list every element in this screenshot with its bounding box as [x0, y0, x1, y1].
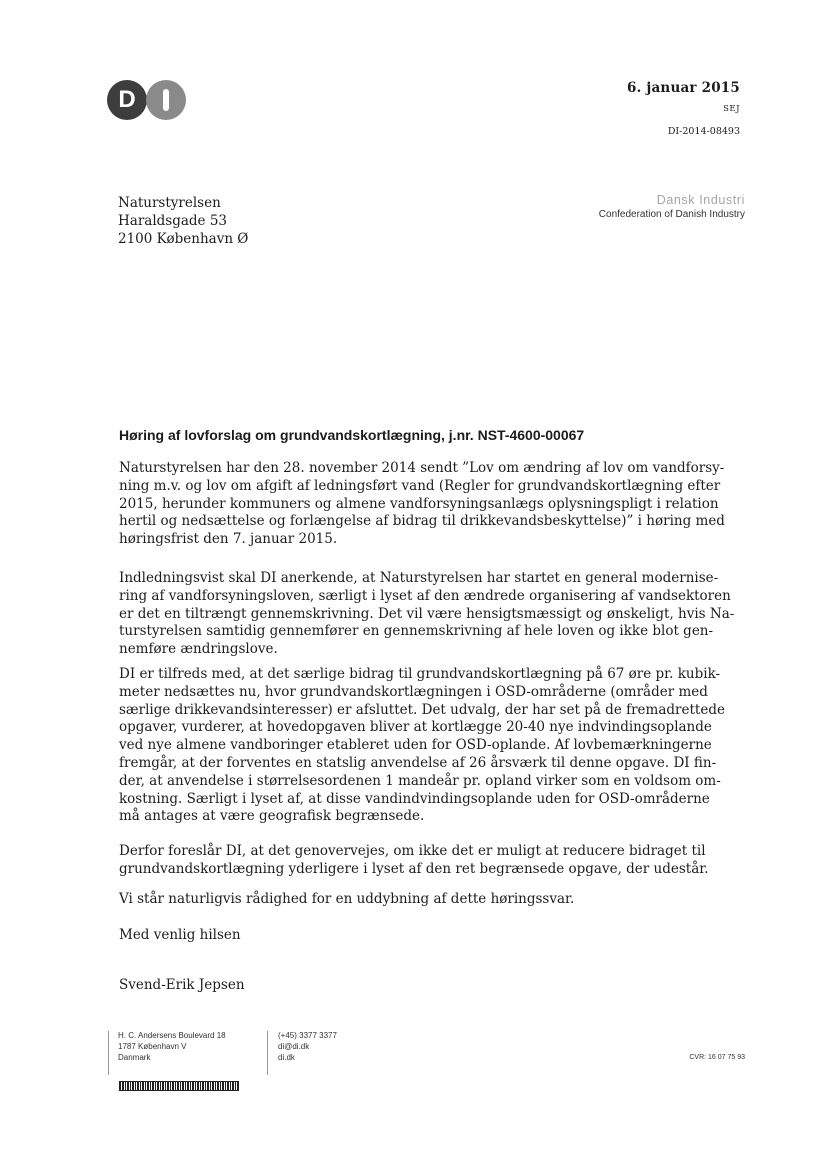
signature-name: Svend-Erik Jepsen	[119, 977, 245, 993]
footer-address	[118, 1030, 226, 1063]
footer-contact	[278, 1030, 337, 1063]
text-line: kostning. Særligt i lyset af, at disse vandindvindingsoplande uden for OSD-områderne	[119, 790, 710, 807]
paragraph-1	[119, 460, 725, 549]
paragraph-4	[119, 843, 709, 879]
letter-date: 6. januar 2015	[627, 80, 740, 96]
footer-country: Danmark	[118, 1053, 151, 1062]
sender-initials: SEJ	[723, 104, 740, 114]
text-line: Indledningsvist skal DI anerkende, at Naturstyrelsen har startet en general modernise-	[119, 570, 719, 586]
text-line: Vi står naturligvis rådighed for en uddybning af dette høringssvar.	[119, 891, 575, 907]
footer-website[interactable]: di.dk	[278, 1053, 295, 1062]
di-logo	[107, 80, 187, 120]
recipient-city: 2100 København Ø	[118, 231, 249, 247]
text-line: ning m.v. og lov om afgift af ledningsført vand (Regler for grundvandskortlægning efter	[119, 477, 721, 494]
recipient-address	[118, 194, 248, 248]
text-line: høringsfrist den 7. januar 2015.	[119, 531, 338, 548]
closing-greeting: Med venlig hilsen	[119, 927, 241, 943]
organization-block	[599, 193, 745, 220]
logo-i-letter	[163, 89, 169, 111]
paragraph-3	[119, 666, 725, 826]
text-line: hertil og nedsættelse og forlængelse af bidrag til drikkevandsbeskyttelse)” i høring med	[119, 513, 725, 530]
paragraph-2	[119, 570, 734, 659]
footer-city: 1787 København V	[118, 1042, 187, 1051]
letter-meta	[627, 80, 740, 137]
footer-phone: (+45) 3377 3377	[278, 1031, 337, 1040]
text-line: DI er tilfreds med, at det særlige bidrag til grundvandskortlægning på 67 øre pr. kubik-	[119, 666, 721, 682]
text-line: Naturstyrelsen har den 28. november 2014 sendt ”Lov om ændring af lov om vandforsy-	[119, 460, 725, 476]
text-line: turstyrelsen samtidig gennemfører en gennemskrivning af hele loven og ikke blot gen-	[119, 623, 714, 640]
logo-d-letter: D	[118, 86, 136, 113]
recipient-name: Naturstyrelsen	[118, 195, 221, 211]
text-line: grundvandskortlægning yderligere i lyset af den ret begrænsede opgave, der udestår.	[119, 860, 709, 877]
text-line: er det en tiltrængt gennemskrivning. Det vil være hensigtsmæssigt og ønskeligt, hvis Na-	[119, 605, 735, 622]
letter-title: Høring af lovforslag om grundvandskortlægning, j.nr. NST-4600-00067	[119, 427, 585, 443]
text-line: 2015, herunder kommuners og almene vandforsyningsanlægs oplysningspligt i relation	[119, 495, 719, 512]
paragraph-5	[119, 891, 574, 909]
text-line: nemføre ændringslove.	[119, 641, 278, 658]
text-line: må antages at være geografisk begrænsede.	[119, 808, 425, 825]
footer-cvr: CVR: 16 07 75 93	[689, 1054, 745, 1061]
logo-d-circle	[107, 80, 147, 120]
organization-subtitle: Confederation of Danish Industry	[598, 209, 745, 220]
footer-street: H. C. Andersens Boulevard 18	[118, 1031, 226, 1040]
footer-divider	[108, 1031, 109, 1075]
organization-name: Dansk Industri	[656, 193, 745, 207]
text-line: Derfor foreslår DI, at det genovervejes, om ikke det er muligt at reducere bidraget til	[119, 843, 706, 859]
logo-i-circle	[146, 80, 186, 120]
footer-divider	[267, 1031, 268, 1075]
reference-number: DI-2014-08493	[667, 126, 740, 137]
text-line: meter nedsættes nu, hvor grundvandskortlægningen i OSD-områderne (områder med	[119, 683, 708, 700]
text-line: ring af vandforsyningsloven, særligt i lyset af den ændrede organisering af vandsektoren	[119, 587, 731, 604]
text-line: der, at anvendelse i størrelsesordenen 1 mandeår pr. opland virker som en voldsom om-	[119, 772, 721, 789]
text-line: opgaver, vurderer, at hovedopgaven bliver at kortlægge 20-40 nye indvindingsoplande	[119, 719, 712, 736]
text-line: ved nye almene vandboringer etableret uden for OSD-oplande. Af lovbemærkningerne	[119, 737, 712, 754]
text-line: særlige drikkevandsinteresser) er afsluttet. Det udvalg, der har set på de fremadrettede	[119, 701, 725, 718]
recipient-street: Haraldsgade 53	[118, 213, 228, 229]
footer-email[interactable]: di@di.dk	[278, 1042, 310, 1051]
document-barcode	[119, 1081, 239, 1091]
text-line: fremgår, at der forventes en statslig anvendelse af 26 årsværk til denne opgave. DI fin-	[119, 754, 717, 771]
